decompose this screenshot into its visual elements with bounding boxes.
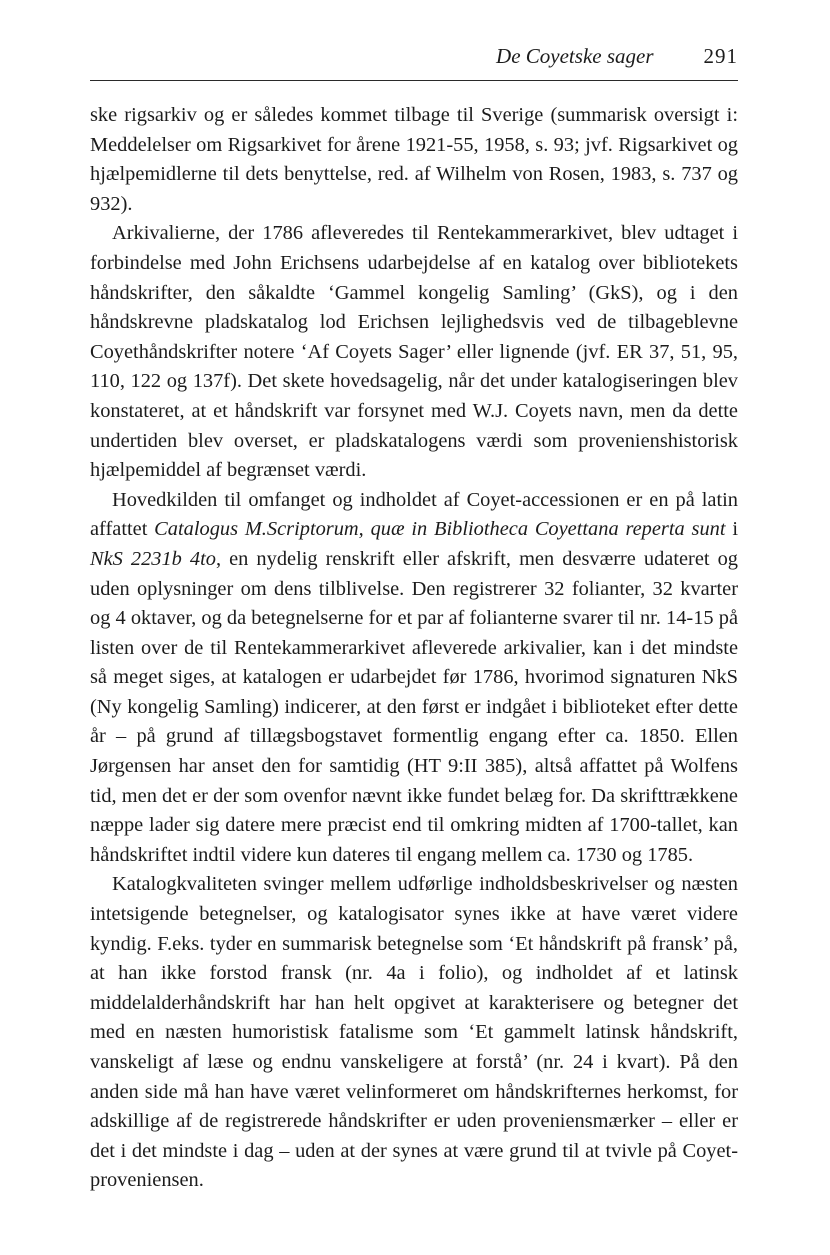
paragraph-2: Arkivalierne, der 1786 afleveredes til Rentekammerarkivet, blev udtaget i forbindelse med John Erichsens udarbejdelse af en katalog over bibliotekets håndskrifter, den såkaldte ‘Gammel kongelig Samling’ (GkS), og i den håndskrevne pladskatalog lod Erichsen lejlighedsvis ved de tilbageblevne Coyethåndskrifter notere ‘Af Coyets Sager’ eller lignende (jvf. ER 37, 51, 95, 110, 122 og 137f). Det skete hovedsagelig, når det under katalogiseringen blev konstateret, at et håndskrift var forsynet med W.J. Coyets navn, men da dette undertiden blev overset, er pladskatalogens værdi som provenienshistorisk hjælpemiddel af begrænset værdi. xyxy=(90,222,738,482)
body-text xyxy=(90,101,738,1196)
paragraph-3-text-a: Hovedkilden til omfanget og indholdet af Coyet-accessionen er en på latin affattet xyxy=(90,488,738,541)
paragraph-3-text-b: i xyxy=(725,518,739,541)
shelfmark: NkS 2231b 4to xyxy=(90,547,216,570)
running-title: De Coyetske sager xyxy=(496,44,654,68)
page-number: 291 xyxy=(703,44,738,68)
paragraph-4: Katalogkvaliteten svinger mellem udførlige indholdsbeskrivelser og næsten intetsigende betegnelser, og katalogisator synes ikke at have været videre kyndig. F.eks. tyder en summarisk betegnelse som ‘Et håndskrift på fransk’ på, at han ikke forstod fransk (nr. 4a i folio), og indholdet af et latinsk middelalderhåndskrift har han helt opgivet at karakterisere og betegner det med en næsten humoristisk fatalisme som ‘Et gammelt latinsk håndskrift, vanskeligt af læse og endnu vanskeligere at forstå’ (nr. 24 i kvart). På den anden side må han have været velinformeret om håndskrifternes herkomst, for adskillige af de registrerede håndskrifter er uden proveniensmærker – eller er det i det mindste i dag – uden at der synes at være grund til at tvivle på Coyet-proveniensen. xyxy=(90,873,738,1192)
book-page xyxy=(90,44,738,1196)
paragraph-3 xyxy=(90,486,738,871)
paragraph-3-text-c: , en nydelig renskrift eller afskrift, men desværre udateret og uden oplysninger om dens tilblivelse. Den registrerer 32 folianter, 32 kvarter og 4 oktaver, og da betegnelserne for et par af folianterne svarer til nr. 14-15 på listen over de til Rentekammerarkivet afleverede arkivalier, kan i det mindste så meget siges, at katalogen er udarbejdet før 1786, hvorimod signaturen NkS (Ny kongelig Samling) indicerer, at den først er indgået i biblioteket efter dette år – på grund af tillægsbogstavet formentlig engang efter ca. 1850. Ellen Jørgensen har anset den for samtidig (HT 9:II 385), altså affattet på Wolfens tid, men det er der som ovenfor nævnt ikke fundet belæg for. Da skrifttrækkene næppe lader sig datere mere præcist end til omkring midten af 1700-tallet, kan håndskriftet indtil videre kun dateres til engang mellem ca. 1730 og 1785. xyxy=(90,547,738,866)
paragraph-1: ske rigsarkiv og er således kommet tilbage til Sverige (summarisk oversigt i: Meddelelser om Rigsarkivet for årene 1921-55, 1958, s. 93; jvf. Rigsarkivet og hjælpemidlerne til dets benyttelse, red. af Wilhelm von Rosen, 1983, s. 737 og 932). xyxy=(90,104,738,215)
catalogue-title: Catalogus M.Scriptorum, quæ in Bibliotheca Coyettana reperta sunt xyxy=(154,518,726,541)
running-header xyxy=(90,44,738,81)
